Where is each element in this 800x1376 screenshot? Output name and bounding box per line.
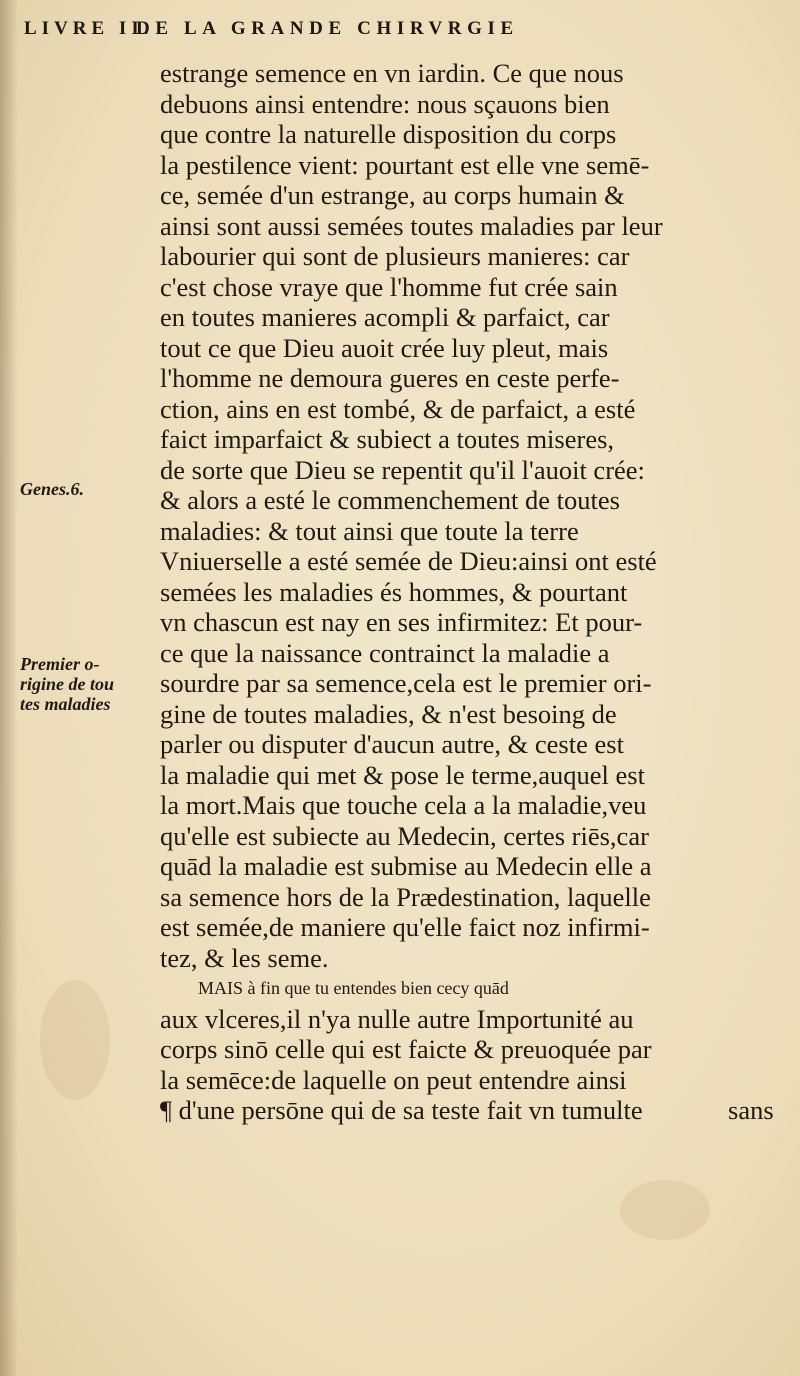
text-line: sa semence hors de la Prædestination, laquelle bbox=[160, 881, 651, 912]
text-line: faict imparfaict & subiect a toutes miseres, bbox=[160, 424, 615, 454]
paper-stain bbox=[40, 980, 110, 1100]
text-line: corps sinō celle qui est faicte & preuoquée par bbox=[160, 1034, 652, 1064]
text-line: en toutes manieres acompli & parfaict, car bbox=[160, 302, 610, 332]
text-line: la mort.Mais que touche cela a la maladie,veu bbox=[160, 790, 647, 820]
margin-note-origine bbox=[20, 654, 114, 714]
text-line: labourier qui sont de plusieurs manieres: car bbox=[160, 241, 630, 271]
margin-note-line: Premier o- bbox=[20, 654, 100, 674]
text-line: quād la maladie est submise au Medecin elle a bbox=[160, 851, 652, 881]
margin-note-line: rigine de tou bbox=[20, 674, 115, 694]
text-line: aux vlceres,il n'ya nulle autre Importunité au bbox=[160, 1003, 634, 1034]
margin-note-genesis: Genes.6. bbox=[20, 479, 84, 499]
text-line: l'homme ne demoura gueres en ceste perfe- bbox=[160, 363, 620, 393]
text-line: la pestilence vient: pourtant est elle vne semē- bbox=[160, 149, 650, 180]
text-line: maladies: & tout ainsi que toute la terre bbox=[160, 515, 579, 546]
text-line: ce, semée d'un estrange, au corps humain & bbox=[160, 180, 625, 210]
catchword: sans bbox=[728, 1095, 774, 1125]
text-line: tout ce que Dieu auoit crée luy pleut, mais bbox=[160, 332, 609, 363]
gutter-shadow bbox=[0, 0, 18, 1376]
margin-note-line: tes maladies bbox=[20, 694, 111, 714]
text-line: ce que la naissance contrainct la maladie a bbox=[160, 637, 610, 668]
text-line: Vniuerselle a esté semée de Dieu:ainsi ont esté bbox=[160, 546, 657, 576]
text-line: vn chascun est nay en ses infirmitez: Et pour- bbox=[160, 607, 643, 637]
text-line: semées les maladies és hommes, & pourtant bbox=[160, 576, 628, 607]
text-line: la maladie qui met & pose le terme,auquel est bbox=[160, 759, 645, 790]
text-line: est semée,de maniere qu'elle faict noz infirmi- bbox=[160, 912, 650, 942]
text-line: estrange semence en vn iardin. Ce que nous bbox=[160, 58, 624, 88]
text-line: gine de toutes maladies, & n'est besoing de bbox=[160, 698, 617, 729]
text-line: qu'elle est subiecte au Medecin, certes riēs,car bbox=[160, 820, 649, 851]
paper-stain bbox=[620, 1180, 710, 1240]
running-head bbox=[24, 18, 780, 44]
text-line-paragraph-start: MAIS à fin que tu entendes bien cecy quād bbox=[198, 978, 509, 998]
text-line: & alors a esté le commenchement de toutes bbox=[160, 485, 620, 515]
body-text bbox=[160, 58, 790, 1126]
text-line: que contre la naturelle disposition du corps bbox=[160, 119, 617, 149]
text-line: de sorte que Dieu se repentit qu'il l'auoit crée: bbox=[160, 454, 645, 485]
running-head-title: DE LA GRANDE CHIRVRGIE bbox=[136, 18, 519, 39]
text-line: debuons ainsi entendre: nous sçauons bien bbox=[160, 88, 610, 119]
text-line: la semēce:de laquelle on peut entendre ainsi bbox=[160, 1064, 627, 1095]
text-line: ainsi sont aussi semées toutes maladies par leur bbox=[160, 210, 663, 241]
text-line: ¶ d'une persōne qui de sa teste fait vn tumulte bbox=[160, 1095, 643, 1125]
text-line: parler ou disputer d'aucun autre, & ceste est bbox=[160, 729, 624, 759]
text-line: ction, ains en est tombé, & de parfaict, a esté bbox=[160, 393, 636, 424]
text-line: tez, & les seme. bbox=[160, 942, 329, 973]
text-line: c'est chose vraye que l'homme fut crée sain bbox=[160, 271, 618, 302]
running-head-book: LIVRE II. bbox=[24, 18, 154, 39]
text-line: sourdre par sa semence,cela est le premier ori- bbox=[160, 668, 652, 698]
